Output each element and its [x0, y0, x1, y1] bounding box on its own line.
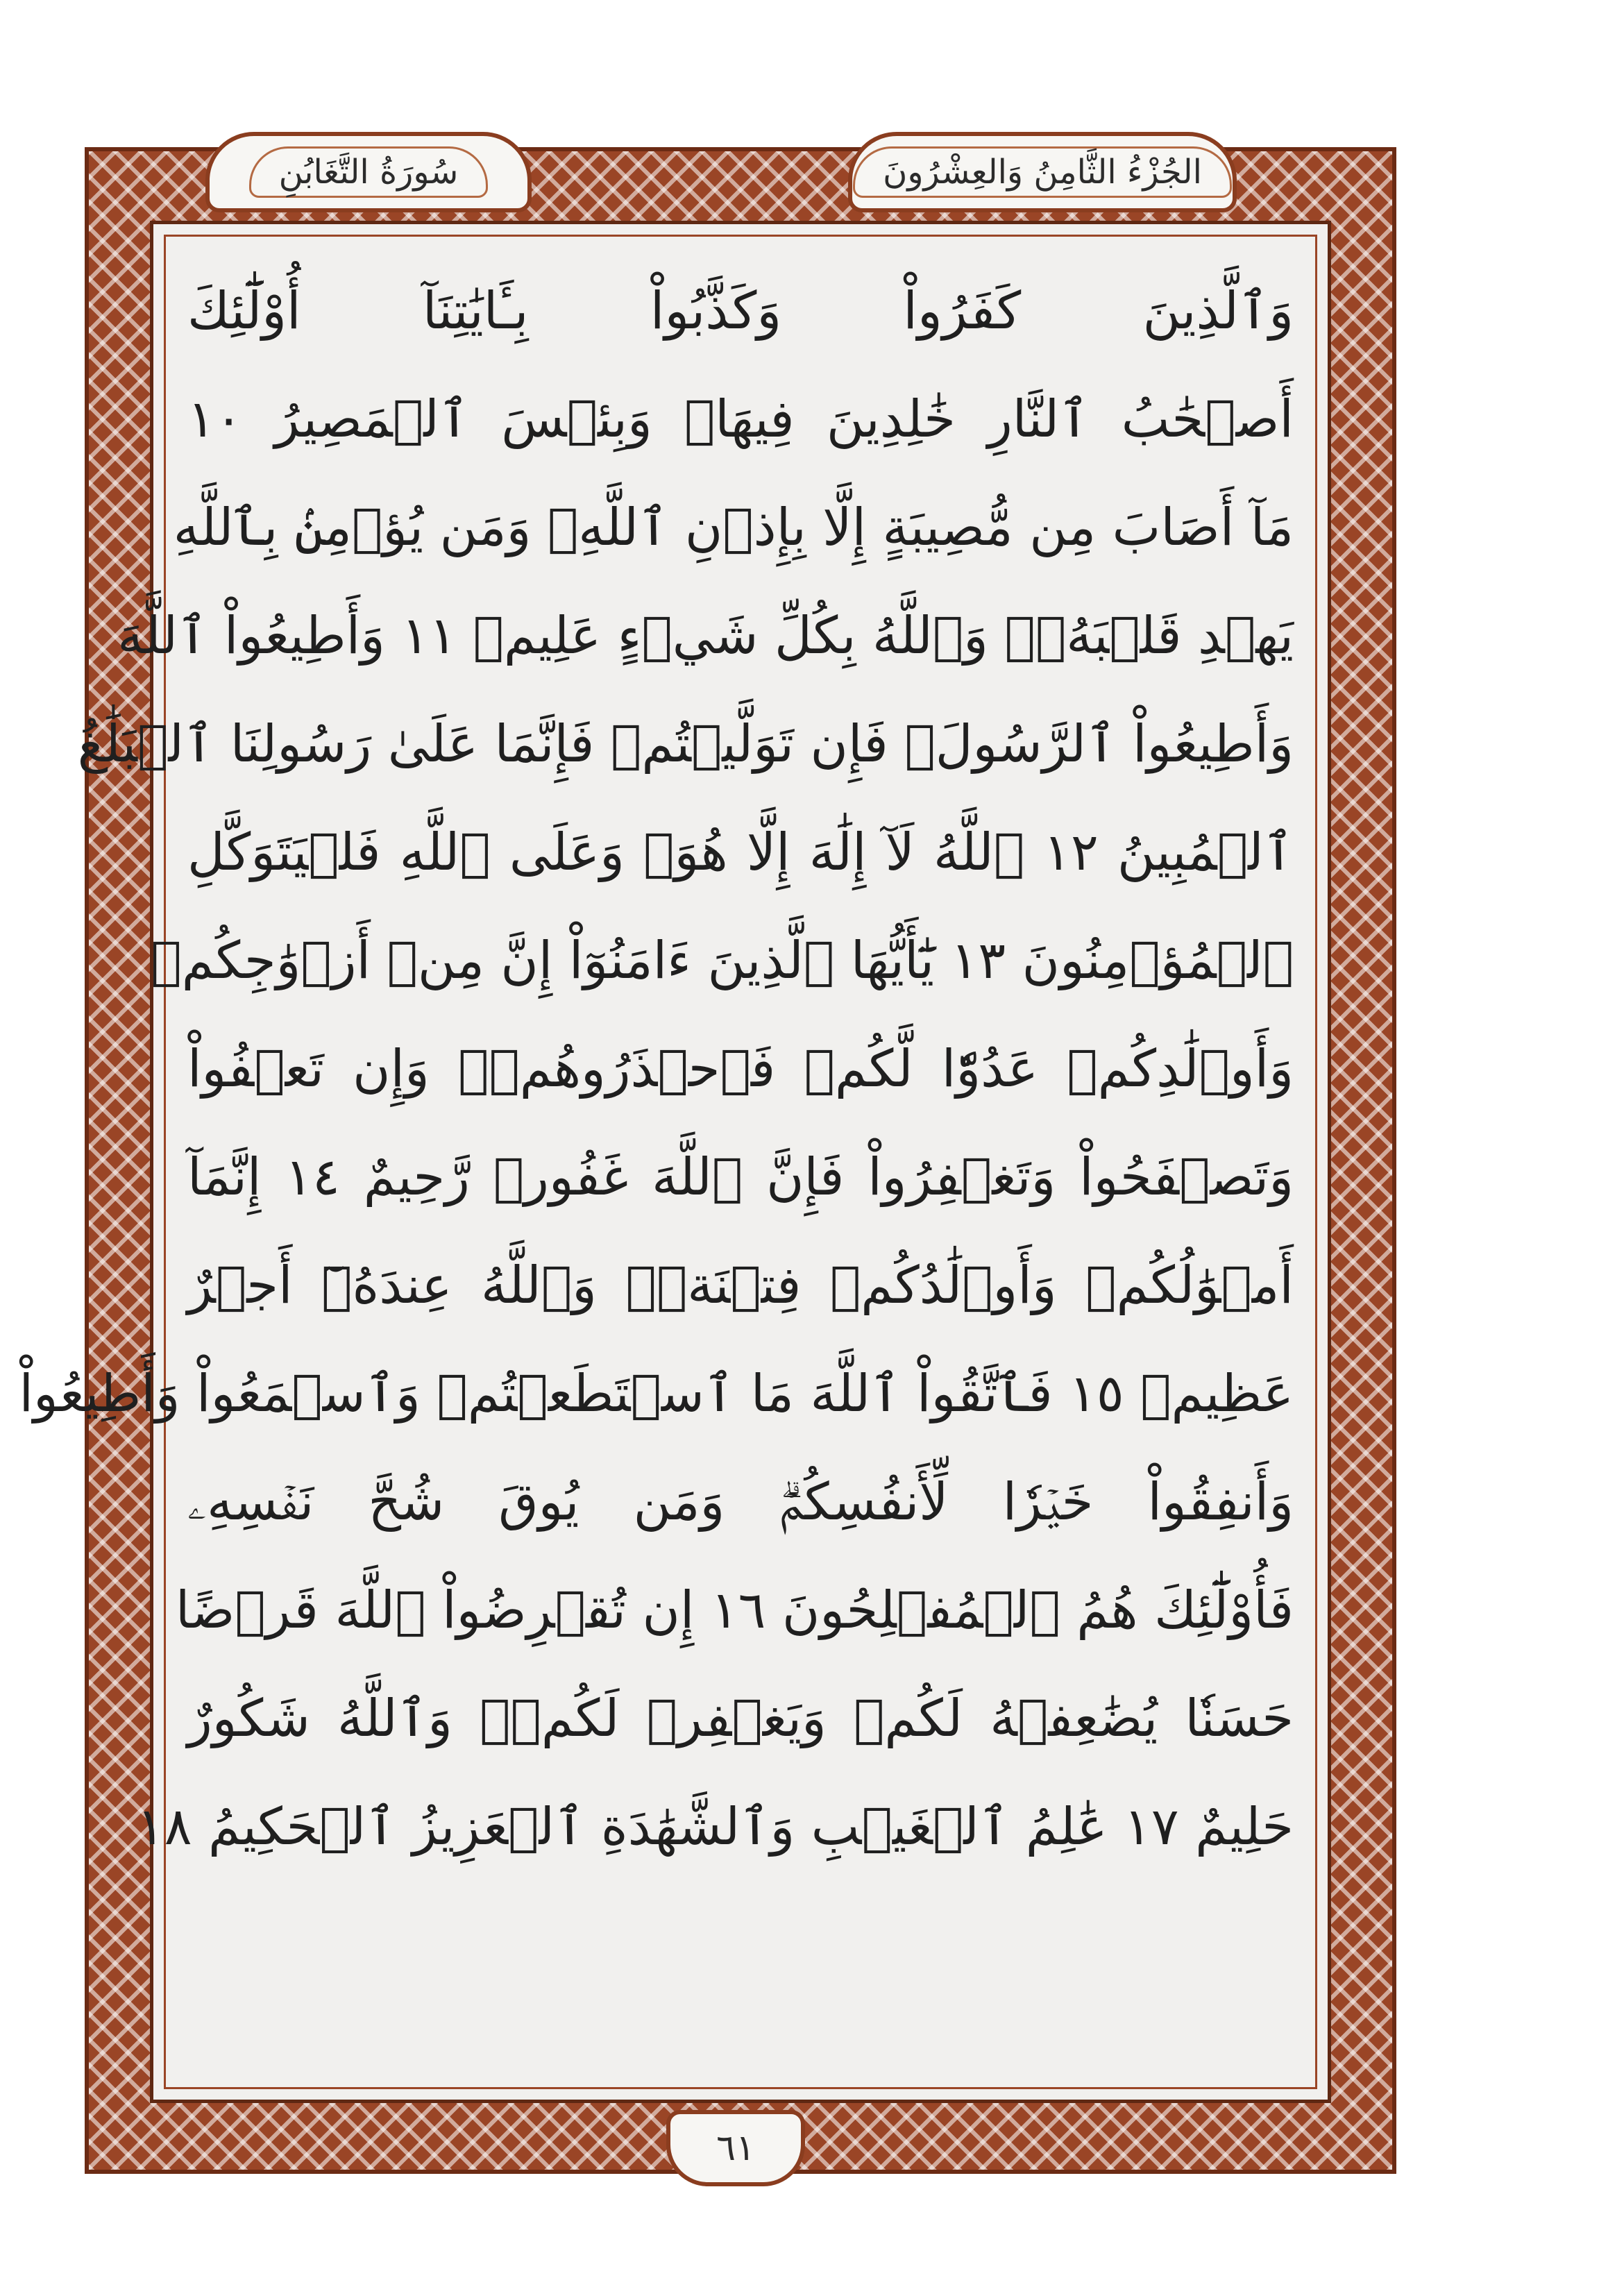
- verse-line: وَأَوۡلَٰدِكُمۡ عَدُوّٗا لَّكُمۡ فَٱحۡذَرُوهُمۡۚ وَإِن تَعۡفُواْ: [187, 1039, 1294, 1099]
- verse-line: وَأَطِيعُواْ ٱلرَّسُولَۚ فَإِن تَوَلَّيۡتُمۡ فَإِنَّمَا عَلَىٰ رَسُولِنَا ٱلۡبَلَٰغُ: [77, 714, 1294, 774]
- verse-text-block: [19, 257, 1294, 2061]
- verse-line: ٱلۡمُبِينُ ١٢ ٱللَّهُ لَآ إِلَٰهَ إِلَّا هُوَۚ وَعَلَى ٱللَّهِ فَلۡيَتَوَكَّلِ: [187, 822, 1294, 882]
- verse-line: أَصۡحَٰبُ ٱلنَّارِ خَٰلِدِينَ فِيهَاۖ وَبِئۡسَ ٱلۡمَصِيرُ ١٠: [187, 389, 1294, 449]
- verse-line: وَأَنفِقُواْ خَيۡرٗا لِّأَنفُسِكُمۡۗ وَمَن يُوقَ شُحَّ نَفۡسِهِۦ: [187, 1471, 1294, 1532]
- verse-line: ٱلۡمُؤۡمِنُونَ ١٣ يَٰٓأَيُّهَا ٱلَّذِينَ ءَامَنُوٓاْ إِنَّ مِنۡ أَزۡوَٰجِكُمۡ: [151, 931, 1294, 990]
- juz-name-cartouche: [848, 132, 1237, 212]
- verse-line: مَآ أَصَابَ مِن مُّصِيبَةٍ إِلَّا بِإِذۡنِ ٱللَّهِۗ وَمَن يُؤۡمِنۢ بِٱللَّهِ: [173, 498, 1294, 557]
- surah-name-cartouche: [205, 132, 532, 212]
- verse-line: وَتَصۡفَحُواْ وَتَغۡفِرُواْ فَإِنَّ ٱللَّهَ غَفُورٞ رَّحِيمٌ ١٤ إِنَّمَآ: [187, 1147, 1294, 1207]
- verse-line: حَسَنٗا يُضَٰعِفۡهُ لَكُمۡ وَيَغۡفِرۡ لَكُمۡۚ وَٱللَّهُ شَكُورٌ: [187, 1689, 1294, 1748]
- verse-line: وَٱلَّذِينَ كَفَرُواْ وَكَذَّبُواْ بِـَٔايَٰتِنَآ أُوْلَٰٓئِكَ: [187, 281, 1294, 341]
- verse-line: أَمۡوَٰلُكُمۡ وَأَوۡلَٰدُكُمۡ فِتۡنَةٞۚ وَٱللَّهُ عِندَهُۥٓ أَجۡرٌ: [187, 1256, 1294, 1315]
- juz-name: الجُزْءُ الثَّامِنُ وَالعِشْرُونَ: [853, 146, 1232, 198]
- verse-line: عَظِيمٞ ١٥ فَٱتَّقُواْ ٱللَّهَ مَا ٱسۡتَطَعۡتُمۡ وَٱسۡمَعُواْ وَأَطِيعُواْ: [19, 1364, 1294, 1424]
- verse-line: فَأُوْلَٰٓئِكَ هُمُ ٱلۡمُفۡلِحُونَ ١٦ إِن تُقۡرِضُواْ ٱللَّهَ قَرۡضًا: [175, 1580, 1294, 1640]
- verse-line: حَلِيمٌ ١٧ عَٰلِمُ ٱلۡغَيۡبِ وَٱلشَّهَٰدَةِ ٱلۡعَزِيزُ ٱلۡحَكِيمُ ١٨: [137, 1797, 1294, 1857]
- verse-line: يَهۡدِ قَلۡبَهُۥۚ وَٱللَّهُ بِكُلِّ شَيۡءٍ عَلِيمٞ ١١ وَأَطِيعُواْ ٱللَّهَ: [117, 606, 1294, 666]
- surah-name: سُورَةُ التَّغَابُنِ: [249, 146, 489, 198]
- page-number: ٦١: [666, 2110, 805, 2186]
